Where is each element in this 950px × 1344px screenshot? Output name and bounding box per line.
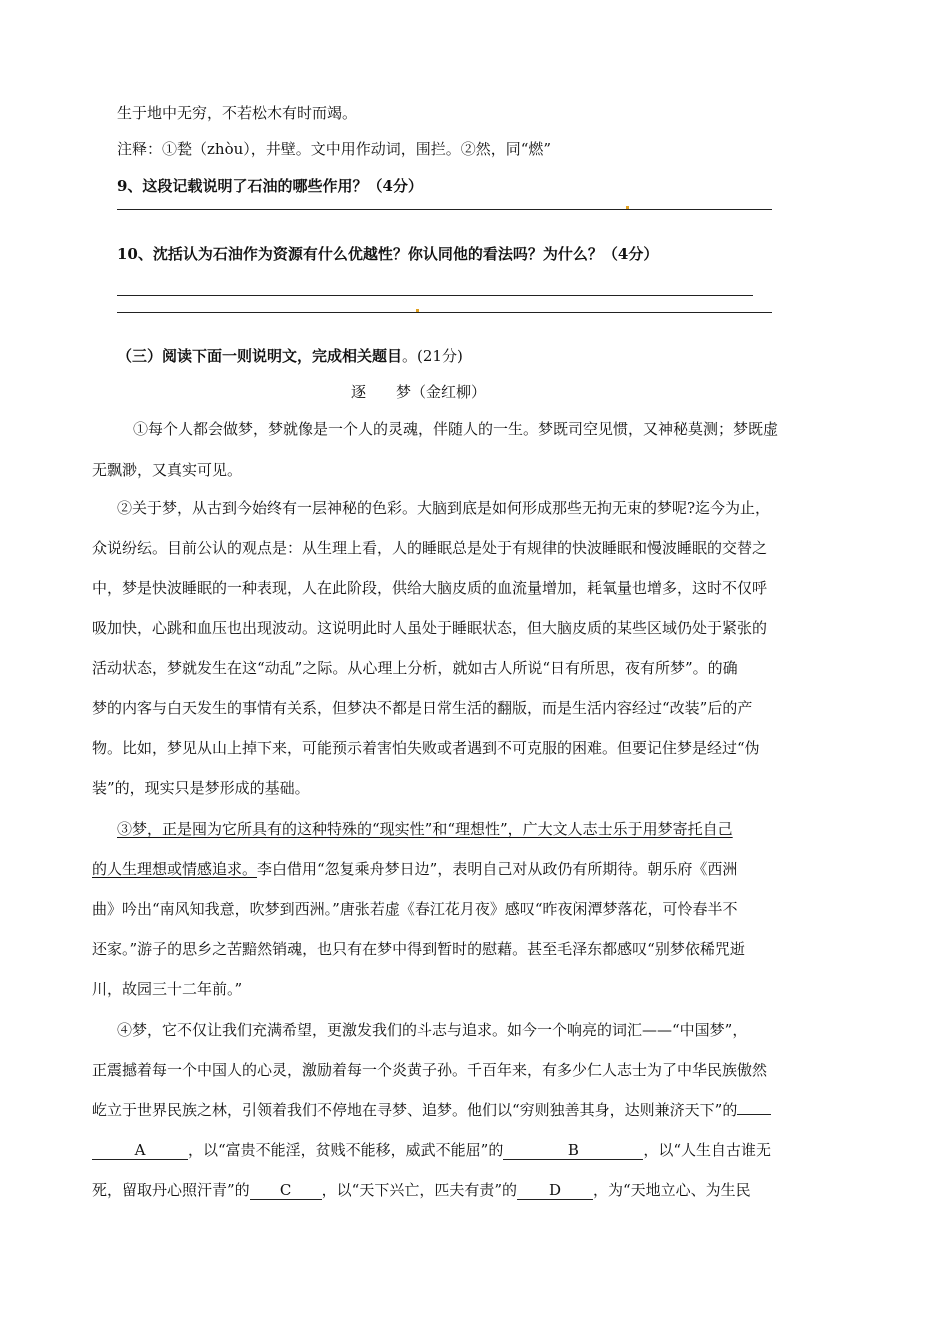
section-heading — [117, 346, 463, 366]
paragraph-line — [92, 1100, 771, 1120]
paragraph-line: 川，故园三十二年前。” — [92, 980, 243, 998]
paragraph-line: 梦的内客与白天发生的事情有关系，但梦决不都是日常生活的翻版，而是生活内容经过“改装”后的产 — [92, 699, 753, 717]
answer-line[interactable] — [117, 295, 753, 296]
paragraph-line: 物。比如，梦见从山上掉下来，可能预示着害怕失败或者遇到不可克服的困难。但要记住梦是经过“伪 — [92, 739, 760, 757]
paragraph-line: ①每个人都会做梦，梦就像是一个人的灵魂，伴随人的一生。梦既司空见惯，又神秘莫测；梦既虚 — [133, 420, 779, 438]
paragraph-line: 还家。”游子的思乡之苦黯然销魂，也只有在梦中得到暂时的慰藉。甚至毛泽东都感叹“别梦依稀咒逝 — [92, 940, 745, 958]
paragraph-line: 吸加快，心跳和血压也出现波动。这说明此时人虽处于睡眠状态，但大脑皮质的某些区域仍处于紧张的 — [92, 619, 768, 637]
marker-dot — [626, 206, 629, 209]
section-heading-score: 。(21分) — [402, 347, 463, 365]
question-10 — [117, 244, 658, 264]
paragraph-line: 正震撼着每一个中国人的心灵，激励着每一个炎黄子孙。千百年来，有多少仁人志士为了中华民族傲然 — [92, 1061, 768, 1079]
marker-dot — [416, 309, 419, 312]
paragraph-text: ，为“天地立心、为生民 — [593, 1181, 751, 1199]
blank-b[interactable]: B — [503, 1142, 643, 1160]
paragraph-line: 活动状态，梦就发生在这“动乱”之际。从心理上分析，就如古人所说“日有所思，夜有所梦”。的确 — [92, 659, 738, 677]
blank-c[interactable]: C — [250, 1182, 322, 1200]
paragraph-text: ，以“天下兴亡，匹夫有责”的 — [321, 1181, 518, 1199]
paragraph-line — [92, 1180, 751, 1200]
paragraph-line: 装”的，现实只是梦形成的基础。 — [92, 779, 310, 797]
paragraph-text: 死，留取丹心照汗青”的 — [92, 1181, 250, 1199]
paragraph-line: 曲》吟出“南风知我意，吹梦到西洲。”唐张若虚《春江花月夜》感叹“昨夜闲潭梦落花，可怜春半不 — [92, 900, 738, 918]
paragraph-text: 屹立于世界民族之林，引领着我们不停地在寻梦、追梦。他们以“穷则独善其身，达则兼济天下”的 — [92, 1101, 738, 1119]
underlined-sentence: ③梦，正是囤为它所具有的这种特殊的“现实性”和“理想性”，广大文人志士乐于用梦寄托自己 — [117, 820, 733, 838]
paragraph-line: 众说纷纭。目前公认的观点是：从生理上看，人的睡眠总是处于有规律的快波睡眠和慢波睡眠的交替之 — [92, 539, 768, 557]
paragraph-text: 李白借用“忽复乘舟梦日边”，表明自己对从政仍有所期待。朝乐府《西洲 — [257, 860, 738, 878]
question-10-text: 10、沈括认为石油作为资源有什么优越性？你认同他的看法吗？为什么？（4分） — [117, 245, 659, 263]
paragraph-line — [92, 1140, 771, 1160]
annotation-line: 注释：①甃（zhòu），井壁。文中用作动词，围拦。②然，同“燃” — [117, 140, 552, 158]
paragraph-line: 无飘渺，又真实可见。 — [92, 461, 243, 479]
paragraph-line: 中，梦是快波睡眠的一种表现，人在此阶段，供给大脑皮质的血流量增加，耗氧量也增多，这时不仅呼 — [92, 579, 768, 597]
underlined-sentence-end: 的人生理想或情感追求。 — [92, 860, 258, 878]
question-9 — [117, 176, 423, 196]
section-heading-bold: （三）阅读下面一则说明文，完成相关题目 — [117, 347, 403, 365]
blank-d[interactable]: D — [517, 1182, 593, 1200]
paragraph-line: ②关于梦，从古到今始终有一层神秘的色彩。大脑到底是如何形成那些无拘无束的梦呢?迄今为止， — [117, 499, 771, 517]
paragraph-text: ，以“人生自古谁无 — [643, 1141, 772, 1159]
paragraph-text: ，以“富贵不能淫，贫贱不能移，威武不能屈”的 — [188, 1141, 504, 1159]
answer-line[interactable] — [117, 312, 772, 313]
blank-a[interactable]: A — [92, 1142, 188, 1160]
paragraph-line — [92, 859, 737, 879]
text-line: 生于地中无穷，不若松木有时而竭。 — [117, 104, 358, 122]
paragraph-line: ④梦，它不仅让我们充满希望，更激发我们的斗志与追求。如今一个响亮的词汇——“中国梦”， — [117, 1021, 748, 1039]
question-9-text: 9、这段记载说明了石油的哪些作用？（4分） — [117, 177, 423, 195]
answer-line[interactable] — [117, 209, 772, 210]
blank-a-start[interactable] — [737, 1114, 771, 1115]
article-title: 逐 梦（金红柳） — [351, 383, 487, 401]
